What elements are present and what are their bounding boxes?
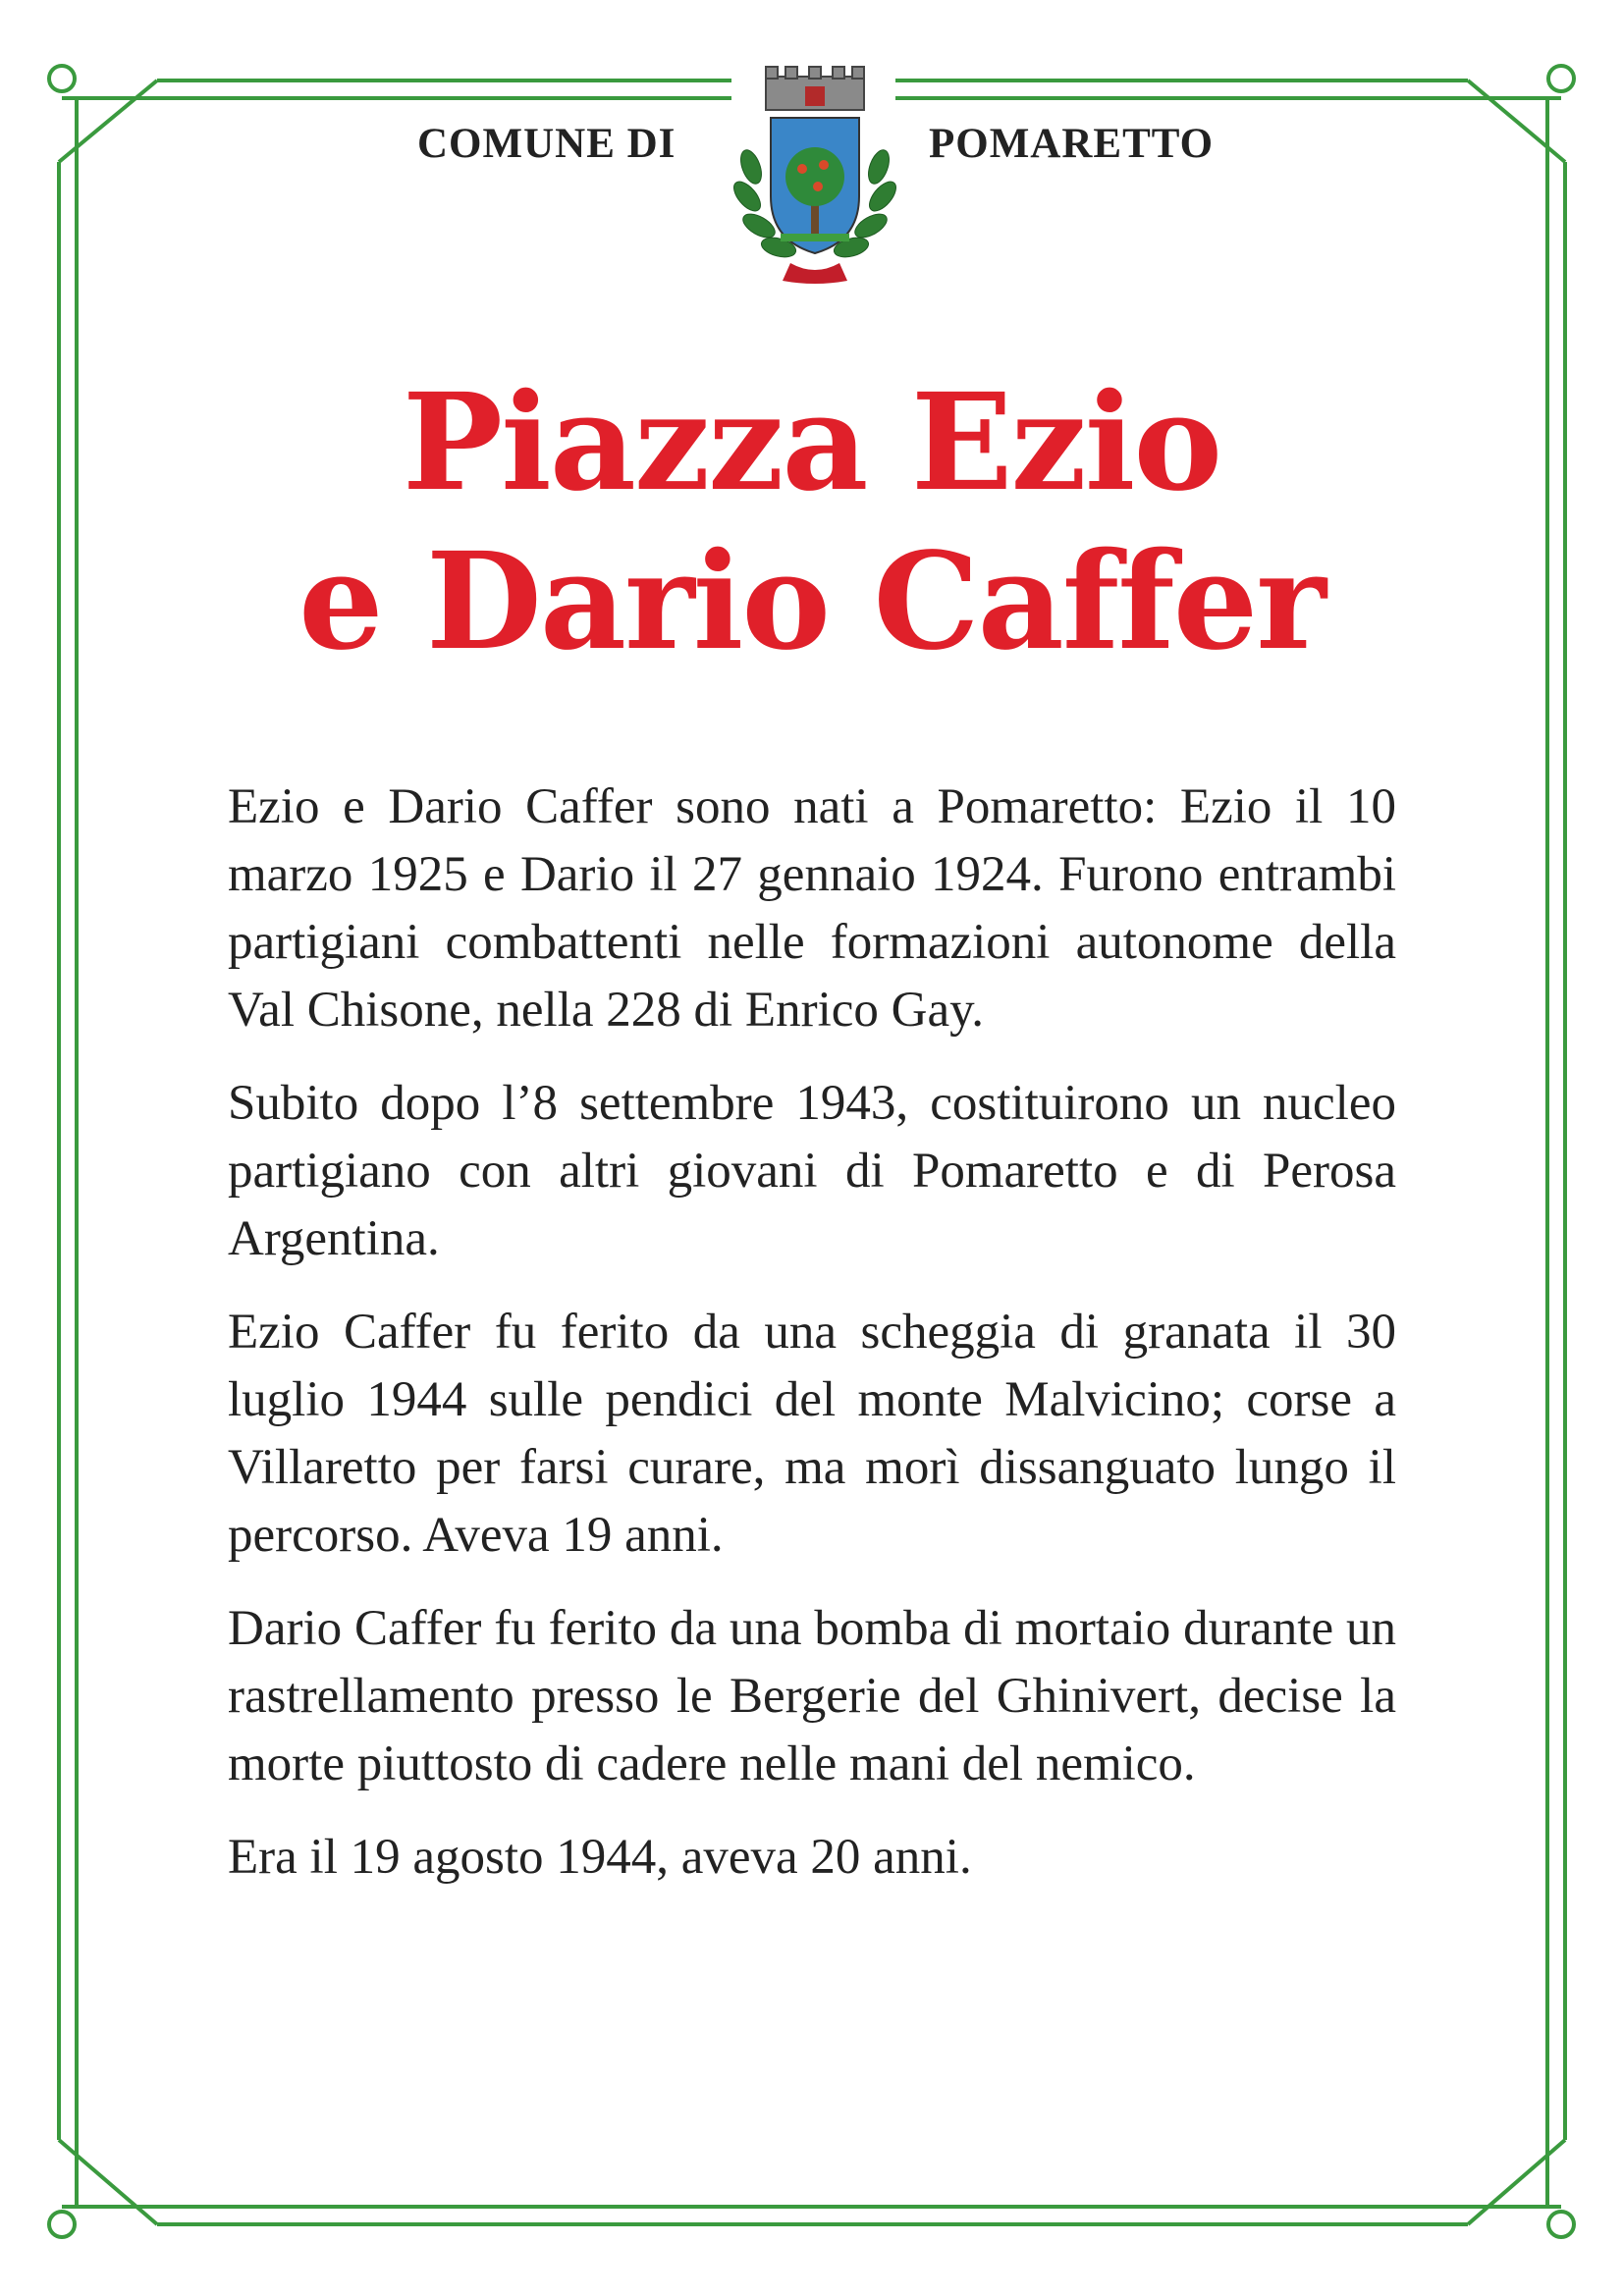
title-line-1: Piazza Ezio — [402, 364, 1221, 521]
title-line-2: e Dario Caffer — [298, 523, 1325, 680]
paragraph-nucleus: Subito dopo l’8 settembre 1943, costituirono un nucleo partigiano con altri giovani di Pomaretto e di Perosa Argentina. — [228, 1076, 1396, 1266]
header-comune-di: COMUNE DI — [417, 121, 676, 167]
paragraph-birth: Ezio e Dario Caffer sono nati a Pomaretto: Ezio il 10 marzo 1925 e Dario il 27 gennaio 1924. Furono entrambi partigiani combattenti nelle formazioni autonome della Val Chisone, nella 228 di Enrico Gay. — [228, 779, 1396, 1038]
coat-of-arms-icon — [722, 59, 908, 294]
paragraph-date: Era il 19 agosto 1944, aveva 20 anni. — [228, 1830, 972, 1885]
paragraph-dario-death: Dario Caffer fu ferito da una bomba di mortaio durante un rastrellamento presso le Bergerie del Ghinivert, decise la morte piuttosto di cadere nelle mani del nemico. — [228, 1601, 1396, 1791]
header-pomaretto: POMARETTO — [929, 121, 1215, 167]
page-title — [0, 363, 1623, 681]
paragraph-ezio-death: Ezio Caffer fu ferito da una scheggia di granata il 30 luglio 1944 sulle pendici del monte Malvicino; corse a Villaretto per farsi curare, ma morì dissanguato lungo il percorso. Aveva 19 anni. — [228, 1305, 1396, 1563]
body-text — [228, 774, 1396, 1917]
